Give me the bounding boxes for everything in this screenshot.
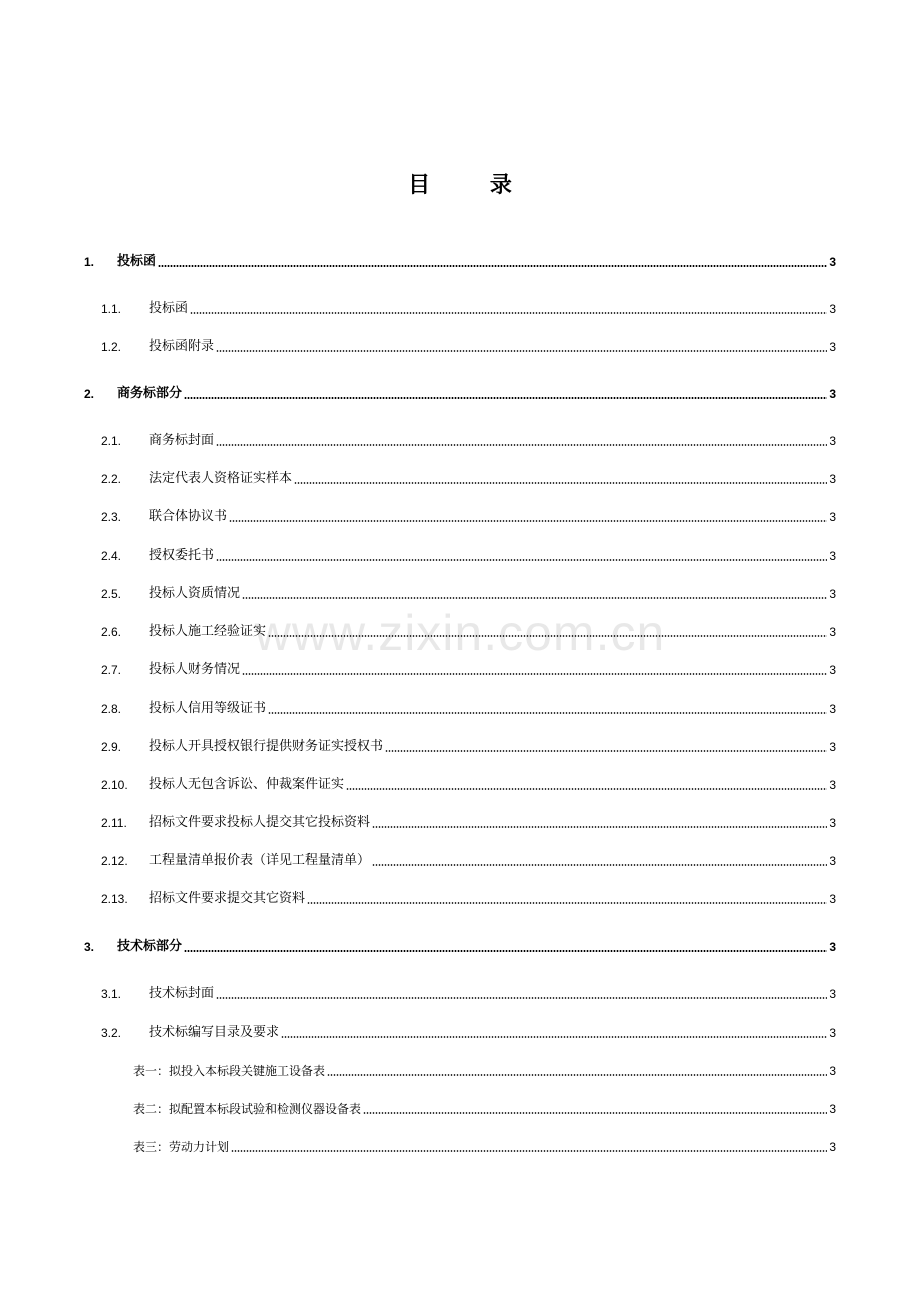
toc-entry[interactable] [101, 1024, 836, 1042]
dot-leader [216, 444, 827, 446]
toc-entry-number: 3.1. [101, 987, 122, 1001]
toc-entry-label: 技术标封面 [149, 986, 215, 1001]
toc-entry-page: 3 [829, 302, 836, 316]
toc-entry-number: 2.5. [101, 587, 122, 601]
dot-leader [158, 265, 827, 267]
toc-entry-number: 2.12. [101, 854, 128, 868]
toc-entry-number: 1.1. [101, 302, 122, 316]
dot-leader [184, 397, 827, 399]
toc-entry-page: 3 [829, 510, 836, 524]
toc-entry-page: 3 [829, 587, 836, 601]
toc-entry[interactable] [84, 938, 836, 956]
toc-entry-number: 2.3. [101, 510, 122, 524]
toc-entry-page: 3 [829, 255, 836, 269]
dot-leader [216, 997, 827, 999]
toc-entry-label: 投标人开具授权银行提供财务证实授权书 [149, 739, 384, 754]
toc-entry-label: 授权委托书 [149, 548, 215, 563]
dot-leader [372, 864, 827, 866]
toc-entry[interactable] [101, 852, 836, 870]
toc-entry[interactable] [133, 1138, 836, 1156]
toc-entry-label: 投标人资质情况 [149, 586, 241, 601]
toc-entry-label: 表一：拟投入本标段关键施工设备表 [133, 1064, 326, 1078]
dot-leader [307, 902, 827, 904]
toc-entry-label: 招标文件要求提交其它资料 [149, 891, 306, 906]
dot-leader [242, 597, 827, 599]
toc-entry[interactable] [101, 700, 836, 718]
dot-leader [372, 826, 827, 828]
toc-entry-number: 2.1. [101, 434, 122, 448]
toc-entry[interactable] [101, 890, 836, 908]
toc-entry-number: 2.7. [101, 663, 122, 677]
dot-leader [231, 1150, 827, 1152]
dot-leader [294, 482, 827, 484]
toc-entry-label: 联合体协议书 [149, 509, 228, 524]
toc-entry-number: 2.9. [101, 740, 122, 754]
toc-entry-label: 商务标封面 [149, 433, 215, 448]
toc-entry-label: 投标函 [149, 301, 189, 316]
dot-leader [363, 1112, 827, 1114]
toc-entry-label: 投标人施工经验证实 [149, 624, 267, 639]
toc-entry[interactable] [101, 432, 836, 450]
toc-entry-page: 3 [829, 892, 836, 906]
toc-entry-number: 2.13. [101, 892, 128, 906]
dot-leader [216, 559, 827, 561]
toc-entry-page: 3 [829, 1102, 836, 1116]
toc-entry-label: 投标人无包含诉讼、仲裁案件证实 [149, 777, 345, 792]
toc-entry-page: 3 [829, 778, 836, 792]
toc-entry-label: 表三：劳动力计划 [133, 1140, 230, 1154]
toc-entry-label: 法定代表人资格证实样本 [149, 471, 293, 486]
toc-entry[interactable] [84, 253, 836, 271]
toc-entry-number: 2.10. [101, 778, 128, 792]
toc-entry[interactable] [101, 547, 836, 565]
toc-entry-page: 3 [829, 854, 836, 868]
toc-entry[interactable] [101, 661, 836, 679]
dot-leader [242, 673, 827, 675]
toc-entry[interactable] [101, 585, 836, 603]
toc-entry-page: 3 [829, 387, 836, 401]
toc-entry-number: 1. [84, 255, 95, 269]
toc-entry[interactable] [84, 385, 836, 403]
toc-entry-page: 3 [829, 702, 836, 716]
toc-entry-label: 投标人财务情况 [149, 662, 241, 677]
toc-entry-number: 2.2. [101, 472, 122, 486]
toc-entry-page: 3 [829, 625, 836, 639]
toc-entry[interactable] [133, 1062, 836, 1080]
dot-leader [184, 950, 827, 952]
toc-entry[interactable] [101, 623, 836, 641]
toc-entry-page: 3 [829, 434, 836, 448]
toc-entry-label: 工程量清单报价表（详见工程量清单） [149, 853, 371, 868]
toc-entry-number: 2. [84, 387, 95, 401]
toc-entry-number: 2.8. [101, 702, 122, 716]
toc-entry[interactable] [101, 338, 836, 356]
toc-entry-label: 技术标编写目录及要求 [149, 1025, 280, 1040]
toc-entry-number: 2.11. [101, 816, 127, 830]
dot-leader [190, 312, 827, 314]
toc-entry-page: 3 [829, 816, 836, 830]
toc-entry-page: 3 [829, 940, 836, 954]
toc-entry[interactable] [101, 508, 836, 526]
watermark: www.zixin.com.cn [254, 605, 666, 661]
toc-entry[interactable] [101, 814, 836, 832]
page-title: 目 录 [408, 173, 538, 198]
toc-entry-page: 3 [829, 663, 836, 677]
toc-entry-page: 3 [829, 740, 836, 754]
toc-entry[interactable] [101, 300, 836, 318]
toc-entry-label: 投标人信用等级证书 [149, 701, 267, 716]
toc-entry-label: 招标文件要求投标人提交其它投标资料 [149, 815, 371, 830]
toc-entry-number: 3. [84, 940, 95, 954]
toc-entry-label: 商务标部分 [117, 386, 183, 401]
toc-entry-page: 3 [829, 472, 836, 486]
toc-entry-number: 3.2. [101, 1026, 122, 1040]
toc-entry-number: 2.4. [101, 549, 122, 563]
toc-entry[interactable] [101, 738, 836, 756]
dot-leader [385, 750, 827, 752]
toc-entry-page: 3 [829, 1140, 836, 1154]
toc-entry[interactable] [101, 985, 836, 1003]
toc-entry-page: 3 [829, 1026, 836, 1040]
toc-entry-label: 表二：拟配置本标段试验和检测仪器设备表 [133, 1102, 362, 1116]
dot-leader [346, 788, 827, 790]
toc-entry-label: 投标函附录 [149, 339, 215, 354]
toc-entry-page: 3 [829, 340, 836, 354]
dot-leader [268, 635, 827, 637]
dot-leader [327, 1074, 827, 1076]
dot-leader [216, 350, 827, 352]
toc-entry[interactable] [101, 776, 836, 794]
toc-entry-page: 3 [829, 1064, 836, 1078]
dot-leader [281, 1036, 827, 1038]
toc-entry-page: 3 [829, 987, 836, 1001]
toc-entry-label: 技术标部分 [117, 939, 183, 954]
toc-entry-number: 1.2. [101, 340, 122, 354]
toc-entry[interactable] [101, 470, 836, 488]
toc-entry-number: 2.6. [101, 625, 122, 639]
dot-leader [229, 520, 827, 522]
toc-entry[interactable] [133, 1100, 836, 1118]
toc-entry-page: 3 [829, 549, 836, 563]
toc-entry-label: 投标函 [117, 254, 157, 269]
dot-leader [268, 712, 827, 714]
